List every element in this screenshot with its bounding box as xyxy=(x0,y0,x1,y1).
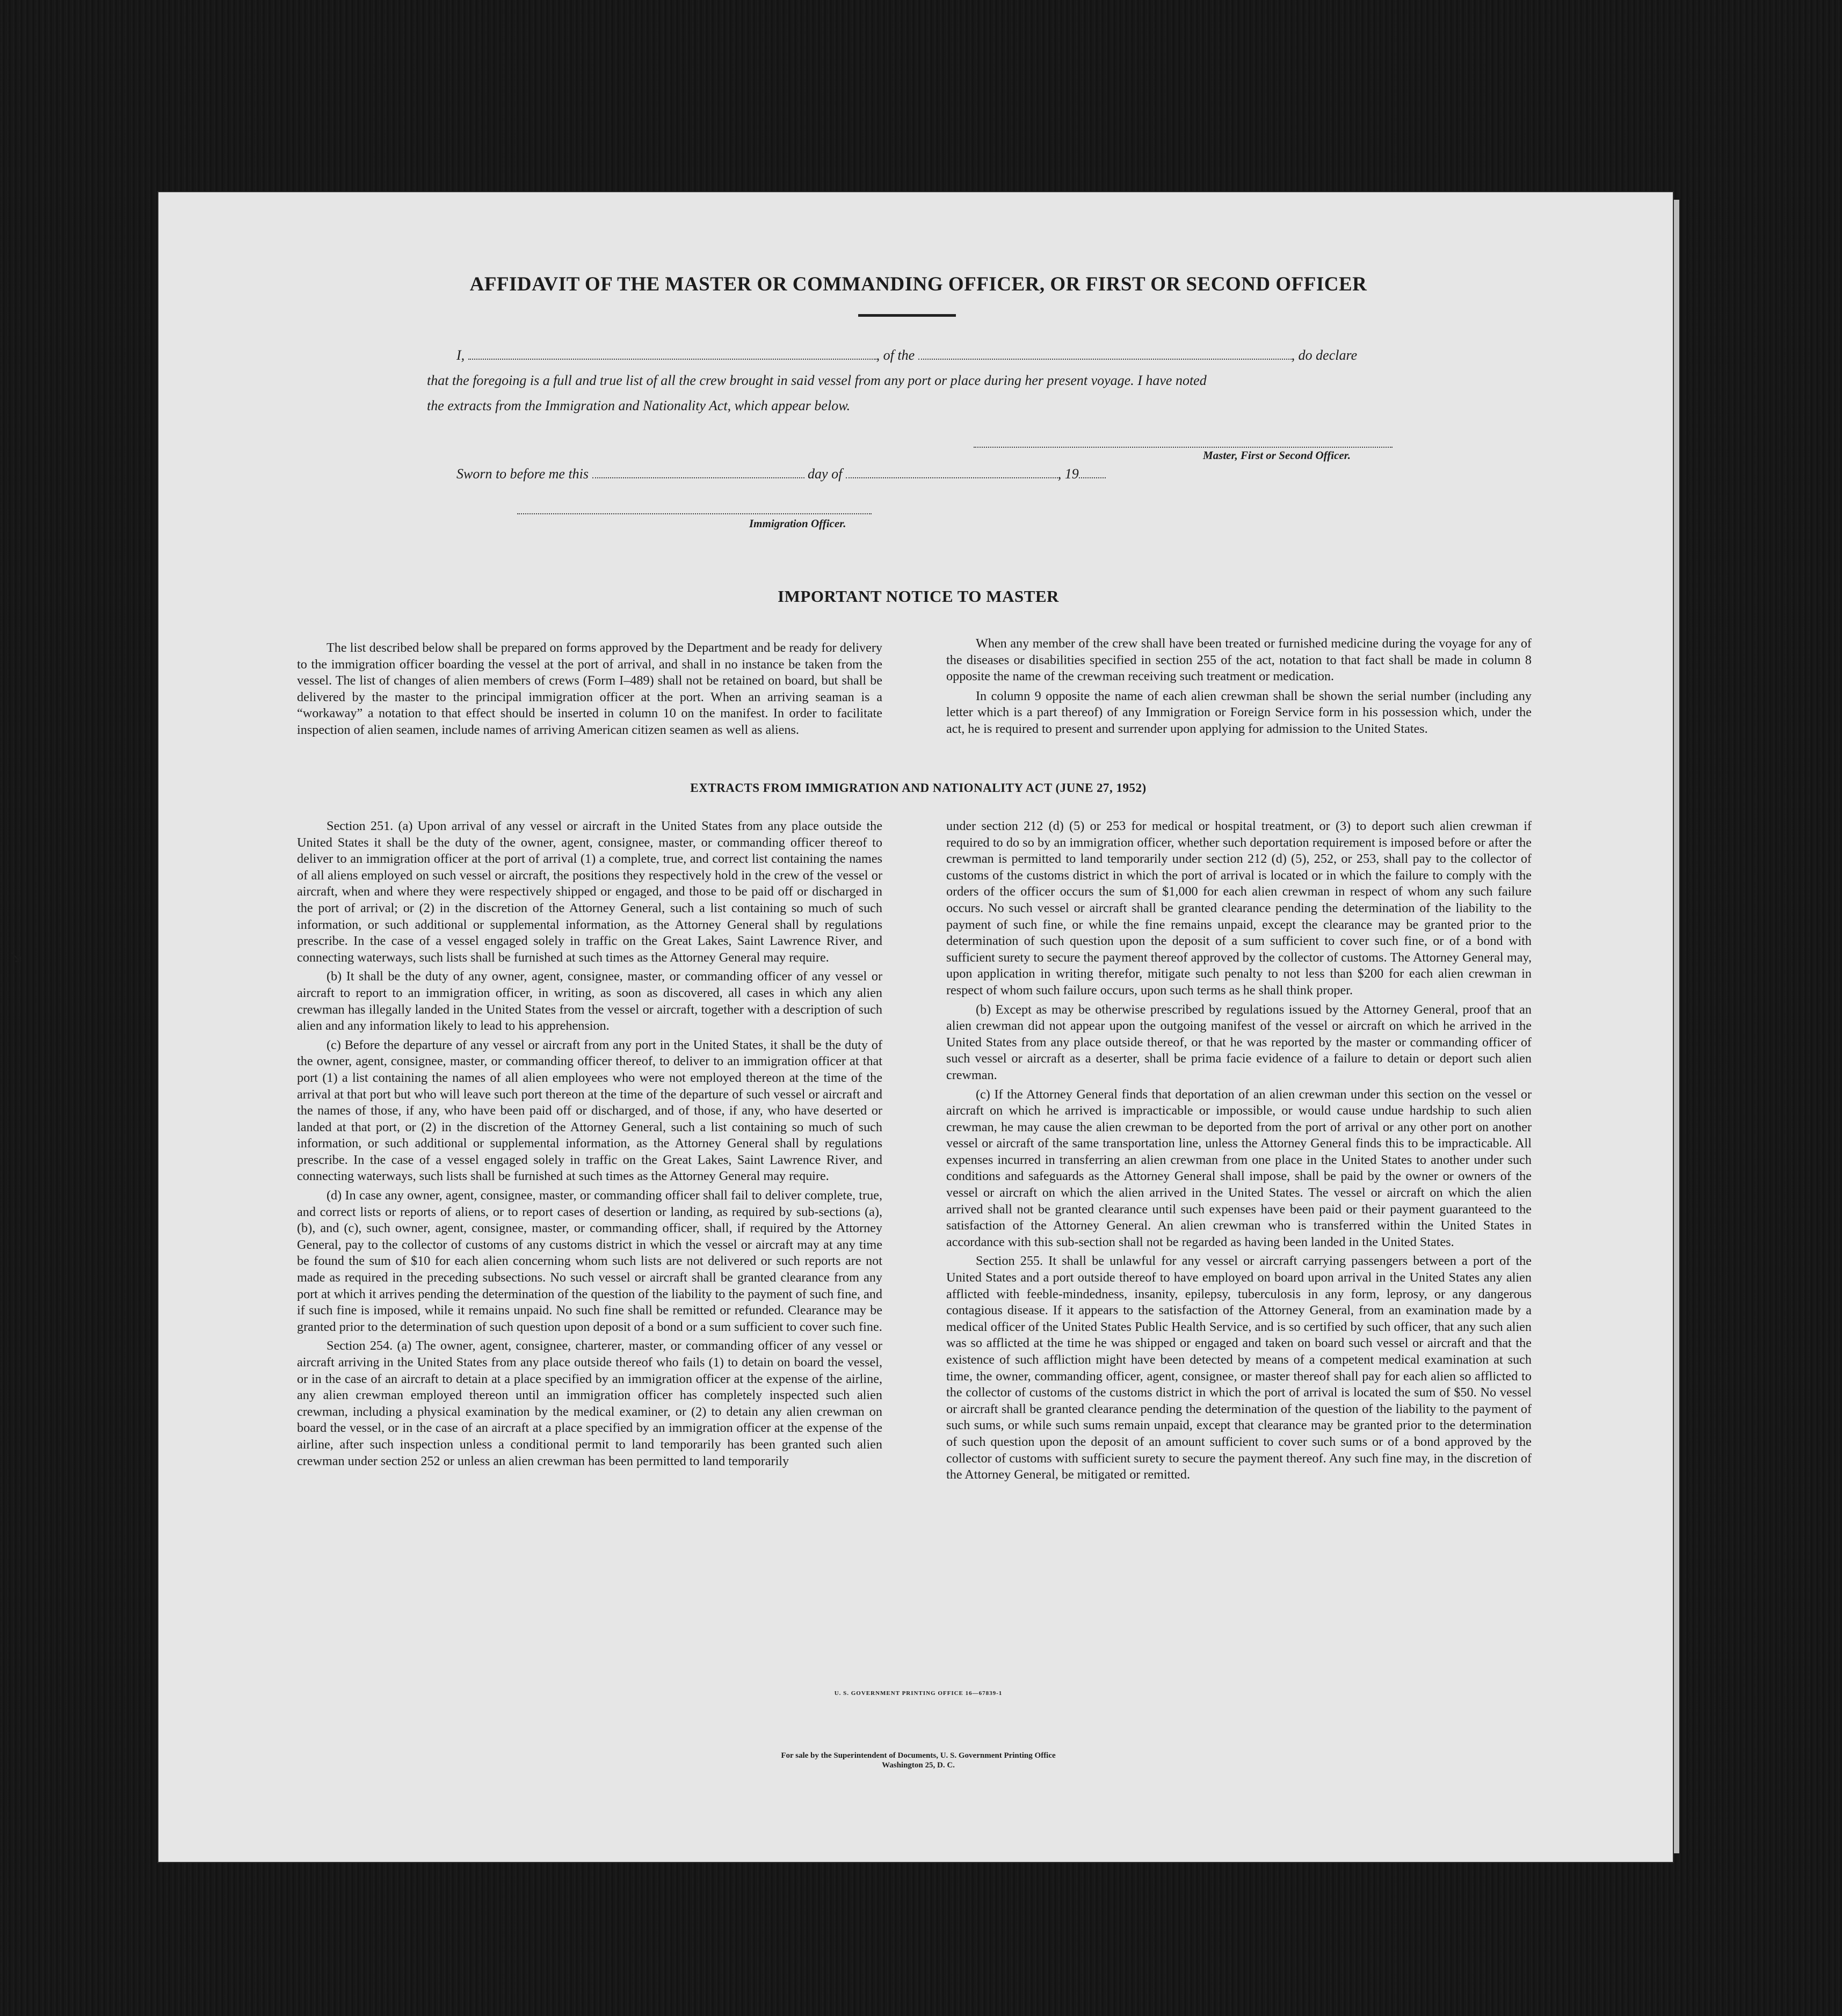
notice-right-paragraph-2: In column 9 opposite the name of each alien crewman shall be shown the serial number (including any letter which is a part thereof) of any Immigration or Foreign Service form in his possession which, under the act, he is required to present and surrender upon applying for admission to the United States. xyxy=(946,688,1532,736)
name-blank[interactable] xyxy=(468,348,876,360)
declaration xyxy=(427,343,1576,418)
master-signature-line[interactable] xyxy=(974,447,1393,448)
vessel-blank[interactable] xyxy=(918,348,1292,360)
extracts-title: EXTRACTS FROM IMMIGRATION AND NATIONALITY ACT (JUNE 27, 1952) xyxy=(690,781,1147,795)
sworn-day-blank[interactable] xyxy=(592,467,804,478)
page-edge xyxy=(1673,200,1679,1853)
extracts-left-column xyxy=(297,818,882,1469)
notice-title: IMPORTANT NOTICE TO MASTER xyxy=(778,587,1059,606)
notice-right-paragraph-1: When any member of the crew shall have been treated or furnished medicine during the voyage for any of the diseases or disabilities specified in section 255 of the act, notation to that fact shall be made in column 8 opposite the name of the crewman receiving such treatment or medication. xyxy=(946,636,1532,684)
section-251-d: (d) In case any owner, agent, consignee, master, or commanding officer shall fail to deliver complete, true, and correct lists or reports of aliens, or to report cases of desertion or landing, as required by sub-sections (a), (b), and (c), such owner, agent, consignee, master, or commanding officer, shall, if required by the Attorney General, pay to the collector of customs of any customs district in which the vessel or aircraft may at any time be found the sum of $10 for each alien concerning whom such lists are not delivered or such reports are not made as required in the preceding subsections. No such vessel or aircraft shall be granted clearance from any port at which it arrives pending the determination of the question of the liability to the payment of such fine, and if such fine is imposed, while it remains unpaid. No such fine shall be remitted or refunded. Clearance may be granted prior to the determination of such question upon deposit of a bond or a sum sufficient to cover such fine. xyxy=(297,1188,882,1334)
extracts-right-column xyxy=(946,818,1532,1483)
officer-signature-line[interactable] xyxy=(517,513,872,514)
decl-do-declare: , do declare xyxy=(1291,347,1358,363)
sworn-line xyxy=(456,466,1106,482)
sworn-year-blank[interactable] xyxy=(1079,467,1106,478)
document-page xyxy=(158,192,1673,1862)
sworn-year-prefix: , 19 xyxy=(1057,466,1079,482)
officer-label: Immigration Officer. xyxy=(749,517,846,530)
master-label: Master, First or Second Officer. xyxy=(1203,449,1351,462)
declaration-line-2: that the foregoing is a full and true list of all the crew brought in said vessel from any port or place during her present voyage. I have noted xyxy=(427,373,1207,388)
section-254-a-continued: under section 212 (d) (5) or 253 for medical or hospital treatment, or (3) to deport such alien crewman if required to do so by an immigration officer, whether such deportation requirement is imposed before or after the crewman is permitted to land temporarily under section 212 (d) (5), 252, or 253, shall pay to the collector of customs of the customs district in which the port of arrival is located or in which the failure to comply with the orders of the officer occurs the sum of $1,000 for each alien crewman in respect of whom any such failure occurs. No such vessel or aircraft shall be granted clearance pending the determination of the liability to the payment of such fine, or while the fine remains unpaid, except the clearance may be granted prior to the determination of such question upon the deposit of a sum sufficient to cover such fine, or of a bond with sufficient surety to secure the payment thereof approved by the collector of customs. The Attorney General may, upon application in writing therefor, mitigate such penalty to not less than $200 for each alien crewman in respect of whom such failure occurs, upon such terms as he shall think proper. xyxy=(946,819,1532,998)
sale-notice xyxy=(320,1751,1517,1770)
sale-line-2: Washington 25, D. C. xyxy=(882,1761,955,1770)
section-254-a: Section 254. (a) The owner, agent, consignee, charterer, master, or commanding officer of any vessel or aircraft arriving in the United States from any place outside thereof who fails (1) to detain on board the vessel, or in the case of an aircraft to detain at a place specified by an immigration officer at the expense of the airline, any alien crewman employed thereon until an immigration officer has completely inspected such alien crewman, including a physical examination by the medical examiner, or (2) to detain any alien crewman on board the vessel, or in the case of an aircraft at a place specified by an immigration officer at the expense of the airline, after such inspection unless a conditional permit to land temporarily has been granted such alien crewman under section 252 or unless an alien crewman has been permitted to land temporarily xyxy=(297,1338,882,1468)
section-255: Section 255. It shall be unlawful for any vessel or aircraft carrying passengers between a port of the United States and a port outside thereof to have employed on board upon arrival in the United States any alien afflicted with feeble-mindedness, insanity, epilepsy, tuberculosis in any form, leprosy, or any dangerous contagious disease. If it appears to the satisfaction of the Attorney General, from an examination made by a medical officer of the United States Public Health Service, and is so certified by such officer, that any such alien was so afflicted at the time he was shipped or engaged and taken on board such vessel or aircraft and that the existence of such affliction might have been detected by means of a competent medical examination at such time, the owner, commanding officer, agent, consignee, or master thereof shall pay for each alien so afflicted to the collector of customs of the customs district in which the port of arrival is located the sum of $50. No vessel or aircraft shall be granted clearance pending the determination of the question of the liability to the payment of such sums, or while such sums remain unpaid, except that clearance may be granted prior to the determination of such question upon the deposit of an amount sufficient to cover such sums or of a bond approved by the collector of customs with sufficient surety to secure the payment thereof. Any such fine may, in the discretion of the Attorney General, be mitigated or remitted. xyxy=(946,1254,1532,1482)
sale-line-1: For sale by the Superintendent of Documents, U. S. Government Printing Office xyxy=(781,1751,1056,1760)
decl-i: I, xyxy=(456,347,465,363)
declaration-line-1 xyxy=(427,343,1576,368)
section-251-b: (b) It shall be the duty of any owner, agent, consignee, master, or commanding officer of any vessel or aircraft to report to an immigration officer, in writing, as soon as discovered, all cases in which any alien crewman has illegally landed in the United States from the vessel or aircraft, together with a description of such alien and any information likely to lead to his apprehension. xyxy=(297,969,882,1034)
sworn-day-of: day of xyxy=(808,466,843,482)
declaration-line-3: the extracts from the Immigration and Nationality Act, which appear below. xyxy=(427,398,851,413)
sworn-month-blank[interactable] xyxy=(846,467,1058,478)
section-251-a: Section 251. (a) Upon arrival of any vessel or aircraft in the United States from any place outside the United States it shall be the duty of the owner, agent, consignee, master, or commanding officer thereof to deliver to an immigration officer at the port of arrival (1) a complete, true, and correct list containing the names of all aliens employed on such vessel or aircraft, the positions they respectively hold in the crew of the vessel or aircraft, when and where they were respectively shipped or engaged, and those to be paid off or discharged in the port of arrival; or (2) in the discretion of the Attorney General, such a list containing so much of such information, or such additional or supplemental information, as the Attorney General shall by regulations prescribe. In the case of a vessel engaged solely in traffic on the Great Lakes, Saint Lawrence River, and connecting waterways, such lists shall be furnished at such times as the Attorney General may require. xyxy=(297,819,882,965)
section-254-b: (b) Except as may be otherwise prescribed by regulations issued by the Attorney General, proof that an alien crewman did not appear upon the outgoing manifest of the vessel or aircraft on which he arrived in the United States from any place outside thereof, or that he was reported by the master or commanding officer of such vessel or aircraft as a deserter, shall be prima facie evidence of a failure to detain or deport such alien crewman. xyxy=(946,1002,1532,1082)
title-rule xyxy=(858,314,956,317)
sworn-text: Sworn to before me this xyxy=(456,466,589,482)
notice-left-paragraph: The list described below shall be prepared on forms approved by the Department and be ready for delivery to the immigration officer boarding the vessel at the port of arrival, and shall in no instance be taken from the vessel. The list of changes of alien members of crews (Form I–489) shall not be retained on board, but shall be delivered by the master to the principal immigration officer at the port. When an arriving seaman is a “workaway” a notation to that effect should be inserted in column 10 on the manifest. In order to facilitate inspection of alien seamen, include names of arriving American citizen seamen as well as aliens. xyxy=(297,641,882,737)
section-254-c: (c) If the Attorney General finds that deportation of an alien crewman under this section on the vessel or aircraft on which he arrived is impracticable or impossible, or would cause undue hardship to such alien crewman, he may cause the alien crewman to be deported from the port of arrival or any other port on another vessel or aircraft of the same transportation line, unless the Attorney General finds this to be impracticable. All expenses incurred in transferring an alien crewman from one place in the United States to another under such conditions and safeguards as the Attorney General shall impose, shall be paid by the owner or owners of the vessel or aircraft on which the alien arrived in the United States. The vessel or aircraft on which the alien arrived shall not be granted clearance until such expenses have been paid or their payment guaranteed to the satisfaction of the Attorney General. An alien crewman who is transferred within the United States in accordance with this sub-section shall not be regarded as having been landed in the United States. xyxy=(946,1087,1532,1249)
decl-of-the: , of the xyxy=(876,347,915,363)
notice-right-column xyxy=(946,636,1532,738)
affidavit-title: AFFIDAVIT OF THE MASTER OR COMMANDING OFFICER, OR FIRST OR SECOND OFFICER xyxy=(469,273,1367,295)
section-251-c: (c) Before the departure of any vessel or aircraft from any port in the United States, it shall be the duty of the owner, agent, consignee, master, or commanding officer thereof, to deliver to an immigration officer at that port (1) a list containing the names of all alien employees who were not employed thereon at the time of the arrival at that port but who will leave such port thereon at the time of the departure of such vessel or aircraft and the names of those, if any, who have been paid off or discharged, and of those, if any, who have deserted or landed at that port, or (2) in the discretion of the Attorney General, such a list containing so much of such information, or such additional or supplemental information, as the Attorney General shall by regulations prescribe. In the case of a vessel engaged solely in traffic on the Great Lakes, Saint Lawrence River, and connecting waterways, such lists shall be furnished at such times as the Attorney General may require. xyxy=(297,1037,882,1184)
notice-left-column xyxy=(297,640,882,739)
edge-mark: ↘ xyxy=(8,946,24,967)
gpo-imprint: U. S. GOVERNMENT PRINTING OFFICE 16—67839-1 xyxy=(834,1690,1003,1697)
